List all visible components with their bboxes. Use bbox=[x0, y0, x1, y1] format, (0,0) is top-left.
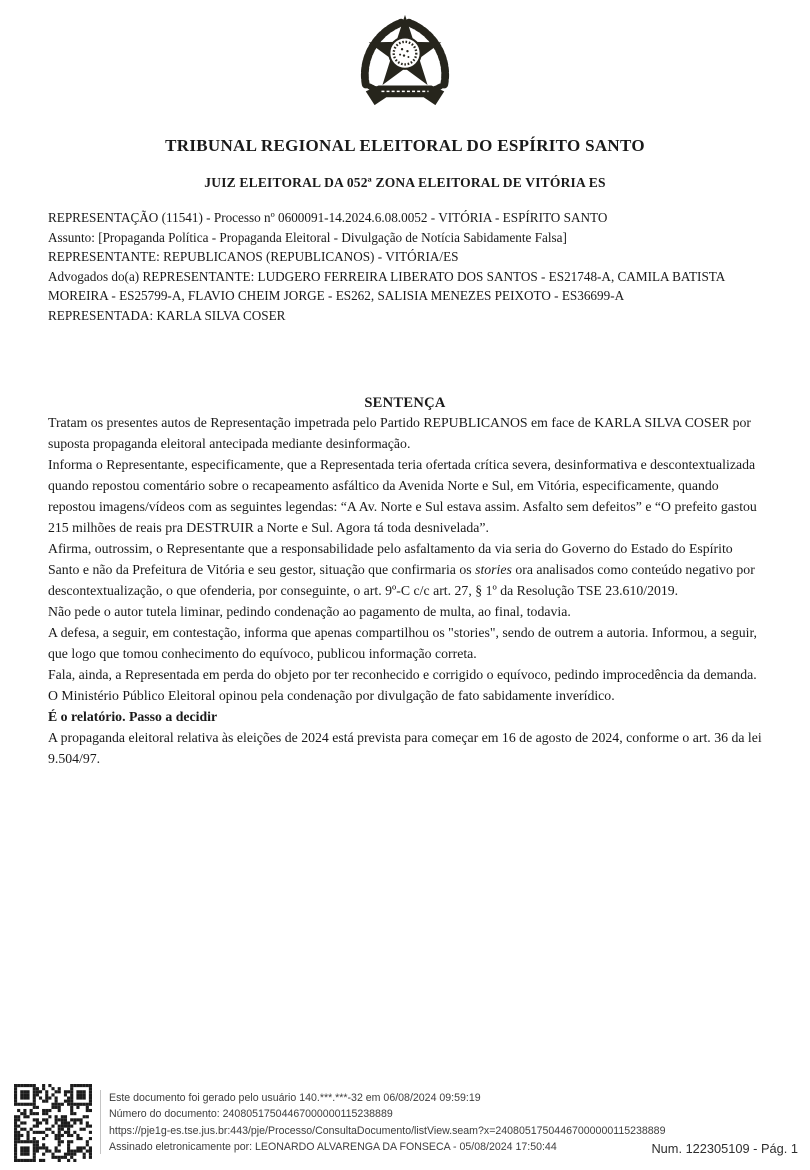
page-footer bbox=[14, 1084, 665, 1162]
paragraph-decision-heading: É o relatório. Passo a decidir bbox=[48, 709, 218, 724]
paragraph-responsibility-before: Afirma, outrossim, o Representante que a responsabilidade pelo asfaltamento da via seria do Governo do Estado do Espírito Santo e não da Prefeitura de Vitória e seu gestor, situação que confirmaria os bbox=[48, 541, 733, 577]
footer-signed-line: Assinado eletronicamente por: LEONARDO ALVARENGA DA FONSECA - 05/08/2024 17:50:44 bbox=[109, 1141, 557, 1154]
subject-line: Assunto: [Propaganda Política - Propaganda Eleitoral - Divulgação de Notícia Sabidamente Falsa] bbox=[48, 229, 567, 245]
qr-code-graphic bbox=[14, 1084, 92, 1162]
paragraph-election-propaganda: A propaganda eleitoral relativa às eleições de 2024 está prevista para começar em 16 de agosto de 2024, conforme o art. 36 da lei 9.504/97. bbox=[48, 730, 762, 766]
paragraph-responsibility-after: ora analisados como conteúdo negativo por descontextualização, o que ofenderia, por conseguinte, o art. 9º-C c/c art. 27, § 1º da Resolução TSE 23.610/2019. bbox=[48, 562, 755, 598]
paragraph-responsibility bbox=[48, 538, 762, 601]
court-title: TRIBUNAL REGIONAL ELEITORAL DO ESPÍRITO SANTO bbox=[165, 136, 645, 155]
section-heading-sentenca: SENTENÇA bbox=[364, 395, 446, 411]
footer-generated-line: Este documento foi gerado pelo usuário 140.***.***-32 em 06/08/2024 09:59:19 bbox=[109, 1092, 481, 1104]
representada-line: REPRESENTADA: KARLA SILVA COSER bbox=[48, 307, 286, 323]
paragraph-defense: A defesa, a seguir, em contestação, informa que apenas compartilhou os "stories", sendo de outrem a autoria. Informou, a seguir, que logo que tomou conhecimento do equívoco, publicou informação correta. bbox=[48, 625, 757, 661]
process-line: REPRESENTAÇÃO (11541) - Processo nº 0600091-14.2024.6.08.0052 - VITÓRIA - ESPÍRITO SANTO bbox=[48, 210, 608, 225]
qr-code bbox=[14, 1084, 92, 1162]
paragraph-allegation: Informa o Representante, especificamente, que a Representada teria ofertada crítica severa, desinformativa e descontextualizada quando repostou comentário sobre o recapeamento asfáltico da Avenida Norte e Sul, em Vitória, especificamente, quando repostou imagens/vídeos com as seguintes legendas: “A Av. Norte e Sul estava assim. Asfalto sem defeitos” e “O prefeito gastou 215 milhões de reais pra DESTRUIR a Norte e Sul. Agora tá toda desnivelada”. bbox=[48, 457, 757, 535]
coat-of-arms-graphic bbox=[346, 8, 464, 110]
lawyers-line: Advogados do(a) REPRESENTANTE: LUDGERO FERREIRA LIBERATO DOS SANTOS - ES21748-A, CAMILA BATISTA MOREIRA - ES25799-A, FLAVIO CHEIM JORGE - ES262, SALISIA MENEZES PEIXOTO - ES36699-A bbox=[48, 268, 725, 303]
brazil-coat-of-arms bbox=[346, 8, 464, 110]
court-subtitle: JUIZ ELEITORAL DA 052ª ZONA ELEITORAL DE VITÓRIA ES bbox=[204, 175, 606, 190]
footer-document-number-line: Número do documento: 24080517504467000000115238889 bbox=[109, 1108, 393, 1121]
footer-divider bbox=[100, 1090, 101, 1154]
case-info-block bbox=[48, 208, 762, 325]
page-number-label: Num. 122305109 - Pág. 1 bbox=[651, 1141, 798, 1156]
paragraph-loss-of-object: Fala, ainda, a Representada em perda do objeto por ter reconhecido e corrigido o equívoco, pedindo improcedência da demanda. bbox=[48, 667, 757, 682]
footer-info-block bbox=[109, 1090, 665, 1156]
paragraph-no-injunction: Não pede o autor tutela liminar, pedindo condenação ao pagamento de multa, ao final, todavia. bbox=[48, 604, 571, 619]
stories-italic: stories bbox=[475, 562, 512, 577]
paragraph-prosecutor-opinion: O Ministério Público Eleitoral opinou pela condenação por divulgação de fato sabidamente inverídico. bbox=[48, 688, 615, 703]
paragraph-intro: Tratam os presentes autos de Representação impetrada pelo Partido REPUBLICANOS em face de KARLA SILVA COSER por suposta propaganda eleitoral antecipada mediante desinformação. bbox=[48, 415, 752, 451]
representante-line: REPRESENTANTE: REPUBLICANOS (REPUBLICANOS) - VITÓRIA/ES bbox=[48, 249, 459, 264]
footer-url-line: https://pje1g-es.tse.jus.br:443/pje/Processo/ConsultaDocumento/listView.seam?x=24080517504467000000115238889 bbox=[109, 1124, 666, 1137]
